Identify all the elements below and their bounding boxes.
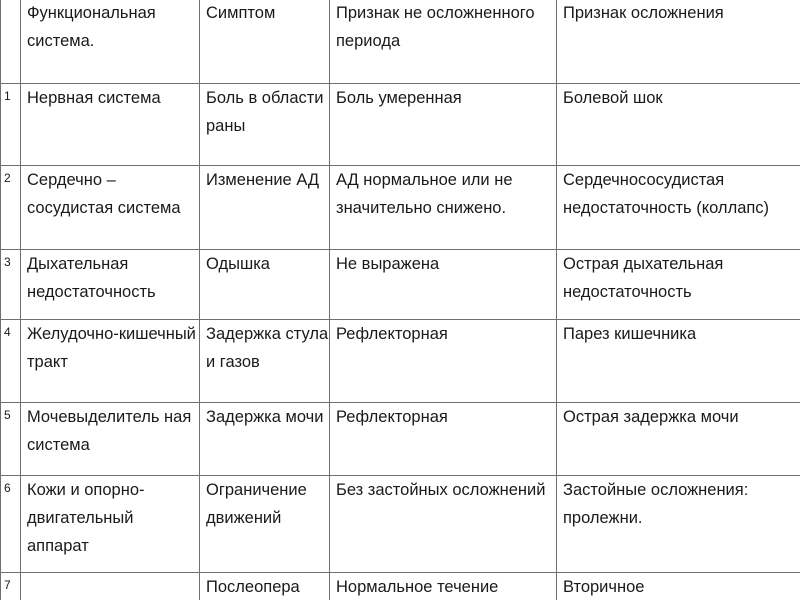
row-complication: Застойные осложнения: пролежни. [557,476,800,573]
table-row [1,84,800,166]
table-row [1,403,800,476]
table-row [1,476,800,573]
row-uncomplicated: Нормальное течение [330,573,557,600]
row-system: Сердечно – сосудистая система [21,166,200,250]
row-system: Дыхательная недостаточность [21,250,200,320]
table-header-row [1,0,800,84]
row-number: 3 [1,250,21,320]
row-symptom: Боль в области раны [200,84,330,166]
row-uncomplicated: Рефлекторная [330,403,557,476]
table-row [1,166,800,250]
header-uncomplicated [330,0,557,84]
row-number: 6 [1,476,21,573]
row-complication: Сердечнососудистая недостаточность (коллапс) [557,166,800,250]
row-symptom: Задержка стула и газов [200,320,330,403]
row-symptom: Задержка мочи [200,403,330,476]
row-uncomplicated: Без застойных осложнений [330,476,557,573]
row-uncomplicated: Рефлекторная [330,320,557,403]
table-row [1,320,800,403]
header-symptom-label: Симптом [206,4,276,22]
row-system: Мочевыделитель ная система [21,403,200,476]
header-uncomplicated-label: Признак не осложненного периода [336,4,535,50]
header-symptom [200,0,330,84]
row-system [21,573,200,600]
header-complication [557,0,800,84]
row-symptom: Ограничение движений [200,476,330,573]
row-number: 2 [1,166,21,250]
row-symptom: Изменение АД [200,166,330,250]
row-system: Кожи и опорно-двигательный аппарат [21,476,200,573]
row-system: Нервная система [21,84,200,166]
row-uncomplicated: Не выражена [330,250,557,320]
row-number: 7 [1,573,21,600]
table-row [1,573,800,600]
row-number: 4 [1,320,21,403]
header-number [1,0,21,84]
header-system [21,0,200,84]
header-system-label: Функциональная система. [27,4,156,50]
row-uncomplicated: АД нормальное или не значительно снижено. [330,166,557,250]
row-number: 5 [1,403,21,476]
row-complication: Острая задержка мочи [557,403,800,476]
row-symptom: Одышка [200,250,330,320]
row-symptom: Послеопера [200,573,330,600]
row-complication: Острая дыхательная недостаточность [557,250,800,320]
row-complication: Парез кишечника [557,320,800,403]
row-complication: Вторичное [557,573,800,600]
row-complication: Болевой шок [557,84,800,166]
row-uncomplicated: Боль умеренная [330,84,557,166]
table-row [1,250,800,320]
row-number: 1 [1,84,21,166]
row-system: Желудочно-кишечный тракт [21,320,200,403]
header-complication-label: Признак осложнения [563,4,724,22]
